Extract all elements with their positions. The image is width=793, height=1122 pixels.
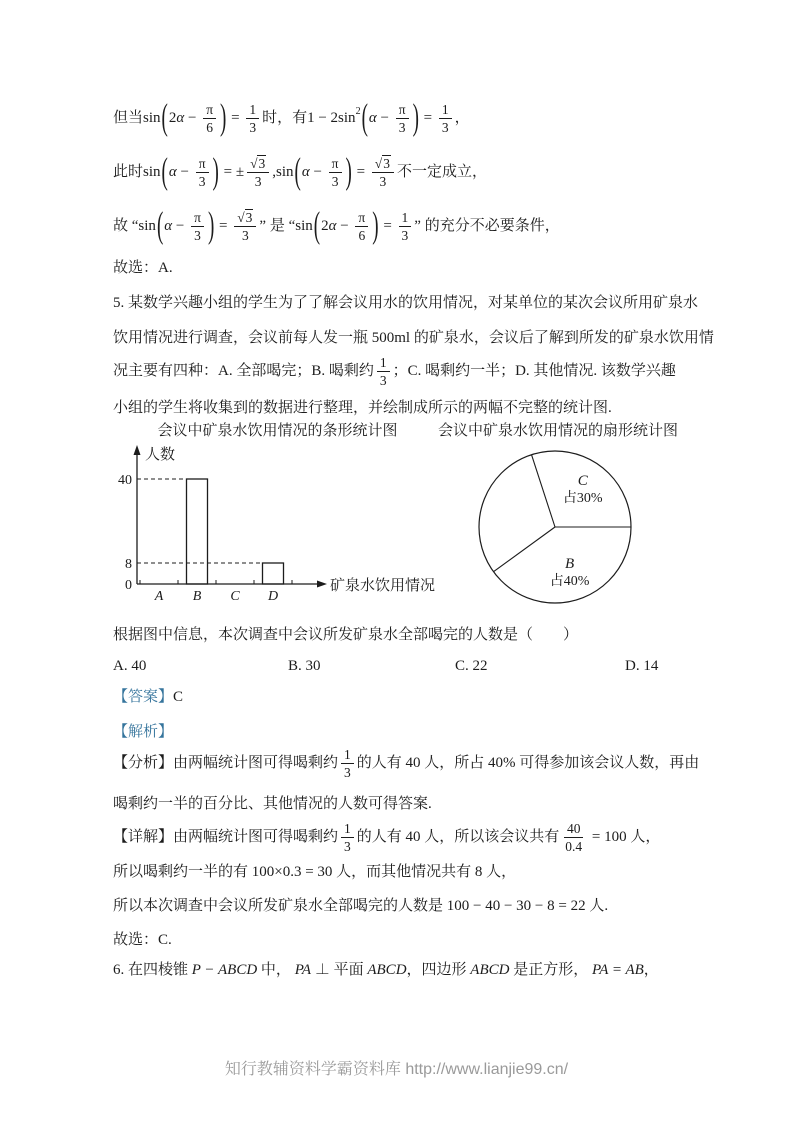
fraction: $\frac{1}{3}$ [341, 747, 354, 780]
cat-label-A: A [154, 589, 164, 604]
text-segment: sin [275, 163, 294, 180]
bar-chart-svg [105, 441, 450, 615]
fraction: $\frac{1}{3}$ [377, 355, 390, 388]
text-segment: = [352, 163, 369, 180]
fraction: $\frac{\pi}{3}$ [329, 156, 342, 189]
ytick-40: 40 [118, 473, 132, 488]
big-paren: ( [294, 151, 301, 193]
text-segment: α [168, 163, 177, 180]
answer-value: C [173, 689, 184, 705]
big-paren: ( [313, 205, 321, 247]
answer-line [113, 687, 680, 708]
text-segment: − [184, 110, 201, 126]
text-segment: − [336, 217, 353, 234]
text-segment: 况主要有四种：A. 全部喝完；B. 喝剩约 [113, 363, 374, 379]
text-segment: ABCD [470, 962, 510, 978]
big-paren: ) [345, 151, 352, 193]
text-segment: 的人有 40 人，所以该会议共有 [356, 829, 560, 845]
bar-chart-title: 会议中矿泉水饮用情况的条形统计图 [157, 423, 398, 439]
big-paren: ) [372, 205, 379, 247]
x-axis-arrow [317, 581, 327, 588]
text-segment: sin [138, 217, 156, 234]
answer-label: 【答案】 [113, 689, 174, 705]
fraction: $\frac{1}{3}$ [246, 102, 259, 135]
text-segment: ；C. 喝剩约一半；D. 其他情况. 该数学兴趣 [392, 363, 676, 379]
fraction: $\frac{\pi}{6}$ [203, 102, 216, 135]
slice-pct-C: 占30% [562, 490, 603, 506]
big-paren: ( [361, 98, 368, 139]
text-segment: 时，有 [262, 110, 308, 126]
text-segment: ， [454, 110, 470, 126]
text-line: 根据图中信息，本次调查中会议所发矿泉水全部喝完的人数是（ ） [113, 627, 579, 643]
big-paren: ( [156, 205, 164, 247]
text-segment: 1 − 2sin [307, 110, 356, 126]
text-segment: 6. 在四棱锥 [113, 962, 192, 978]
text-segment: 【分析】由两幅统计图可得喝剩约 [113, 755, 339, 771]
text-line: 小组的学生将收集到的数据进行整理，并绘制成所示的两幅不完整的统计图. [113, 400, 612, 416]
text-segment: PA = AB [591, 962, 644, 978]
text-line: 故选：A. [113, 260, 173, 276]
options-row [113, 656, 680, 677]
option-a: A. 40 [113, 658, 147, 674]
ytick-8: 8 [125, 557, 132, 572]
text-segment: − [176, 163, 193, 180]
fraction: $\frac{\pi}{3}$ [191, 210, 204, 243]
text-line: 所以喝剩约一半的有 100×0.3 = 30 人，而其他情况共有 8 人， [113, 864, 517, 880]
text-segment: α [368, 110, 377, 126]
text-segment: = [227, 110, 244, 126]
big-paren: ( [161, 151, 168, 193]
text-line: 饮用情况进行调查，会议前每人发一瓶 500ml 的矿泉水，会议后了解到所发的矿泉水饮用情 [113, 330, 714, 346]
text-segment: = [379, 217, 396, 234]
text-segment: ， [643, 962, 659, 978]
math-line [113, 100, 680, 137]
text-segment: 故 “ [113, 217, 139, 234]
slice-pct-B: 占40% [549, 573, 590, 589]
slice-divider [494, 527, 555, 572]
text-line: 故选：C. [113, 932, 172, 948]
solution-text-bottom [113, 625, 700, 981]
text-segment: − [172, 217, 189, 234]
text-segment: 是正方形， [509, 962, 592, 978]
fraction: √ 3 3 [372, 155, 394, 189]
cat-label-C: C [230, 589, 240, 604]
text-segment: , [272, 163, 276, 180]
text-segment: sin [143, 163, 161, 180]
pie-chart-title: 会议中矿泉水饮用情况的扇形统计图 [437, 423, 678, 439]
text-segment: = [215, 217, 232, 234]
math-line [113, 960, 680, 981]
fraction: $\frac{\pi}{3}$ [396, 102, 409, 135]
fraction: $\frac{1}{3}$ [439, 102, 452, 135]
fraction: √ 3 3 [247, 155, 269, 189]
big-paren: ( [161, 98, 168, 139]
fraction: $\frac{\pi}{6}$ [355, 210, 368, 243]
math-line [113, 353, 680, 390]
text-segment: = 100 [588, 829, 631, 845]
math-line [113, 153, 680, 191]
section-label: 【解析】 [113, 724, 174, 740]
fraction: $\frac{\pi}{3}$ [196, 156, 209, 189]
text-segment: 【详解】由两幅统计图可得喝剩约 [113, 829, 339, 845]
text-segment: = ± [219, 163, 245, 180]
text-segment: ” 是 “ [259, 217, 296, 234]
text-segment: ⊥ 平面 [311, 962, 368, 978]
text-segment: α [164, 217, 173, 234]
fraction: $\frac{1}{3}$ [341, 821, 354, 854]
bar-ylabel: 人数 [145, 447, 176, 463]
text-segment: PA [294, 962, 312, 978]
text-segment: 但当 [113, 110, 144, 126]
text-segment: α [176, 110, 185, 126]
text-segment: 中， [257, 962, 295, 978]
slice-label-C: C [577, 472, 588, 489]
document-content [113, 98, 714, 981]
text-segment: 此时 [113, 163, 144, 180]
cat-label-D: D [267, 589, 279, 604]
text-segment: ABCD [367, 962, 407, 978]
option-d: D. 14 [625, 658, 659, 674]
text-segment: = [419, 110, 436, 126]
text-segment: 2 [168, 110, 177, 126]
superscript: 2 [355, 106, 361, 117]
text-segment: 不一定成立， [396, 163, 487, 180]
text-line: 喝剩约一半的百分比、其他情况的人数可得答案. [113, 796, 432, 812]
text-segment: 的人有 40 人，所占 40% 可得参加该会议人数，再由 [356, 755, 700, 771]
slice-divider [532, 455, 555, 527]
text-segment: P − ABCD [191, 962, 258, 978]
text-segment: ” 的充分不必要条件， [414, 217, 560, 234]
text-segment: sin [295, 217, 313, 234]
text-segment: 2 [321, 217, 329, 234]
cat-label-B: B [192, 589, 202, 604]
text-segment: α [328, 217, 337, 234]
text-segment: − [309, 163, 326, 180]
text-segment: α [301, 163, 310, 180]
text-line: 所以本次调查中会议所发矿泉水全部喝完的人数是 100 − 40 − 30 − 8 = 22 人. [113, 898, 609, 914]
big-paren: ) [412, 98, 419, 139]
y-axis-arrow [134, 445, 141, 455]
pie-chart-svg [473, 441, 643, 613]
bar-chart [105, 421, 450, 615]
pie-chart [427, 421, 689, 613]
solution-text-top [113, 98, 714, 419]
text-line: 5. 某数学兴趣小组的学生为了了解会议用水的饮用情况，对某单位的某次会议所用矿泉水 [113, 295, 699, 311]
bar-D [263, 563, 284, 584]
slice-label-B: B [564, 555, 575, 572]
fraction: √ 3 3 [234, 209, 256, 243]
fraction: $\frac{1}{3}$ [399, 210, 412, 243]
ytick-0: 0 [125, 578, 132, 593]
big-paren: ) [212, 151, 219, 193]
big-paren: ) [220, 98, 227, 139]
bar-xlabel: 矿泉水饮用情况 [330, 578, 436, 594]
charts-row [113, 421, 680, 621]
option-b: B. 30 [288, 658, 321, 674]
math-line [113, 819, 680, 856]
text-segment: 人， [630, 829, 661, 845]
text-segment: − [376, 110, 393, 126]
text-segment: ，四边形 [406, 962, 471, 978]
bar-B [187, 479, 208, 584]
math-line [113, 745, 700, 782]
option-c: C. 22 [455, 658, 488, 674]
footer-watermark: 知行教辅资料学霸资料库 http://www.lianjie99.cn/ [224, 1061, 569, 1078]
big-paren: ) [207, 205, 215, 247]
text-segment: sin [143, 110, 161, 126]
fraction: $\frac{40}{0.4}$ [565, 821, 583, 854]
math-line [113, 207, 680, 245]
